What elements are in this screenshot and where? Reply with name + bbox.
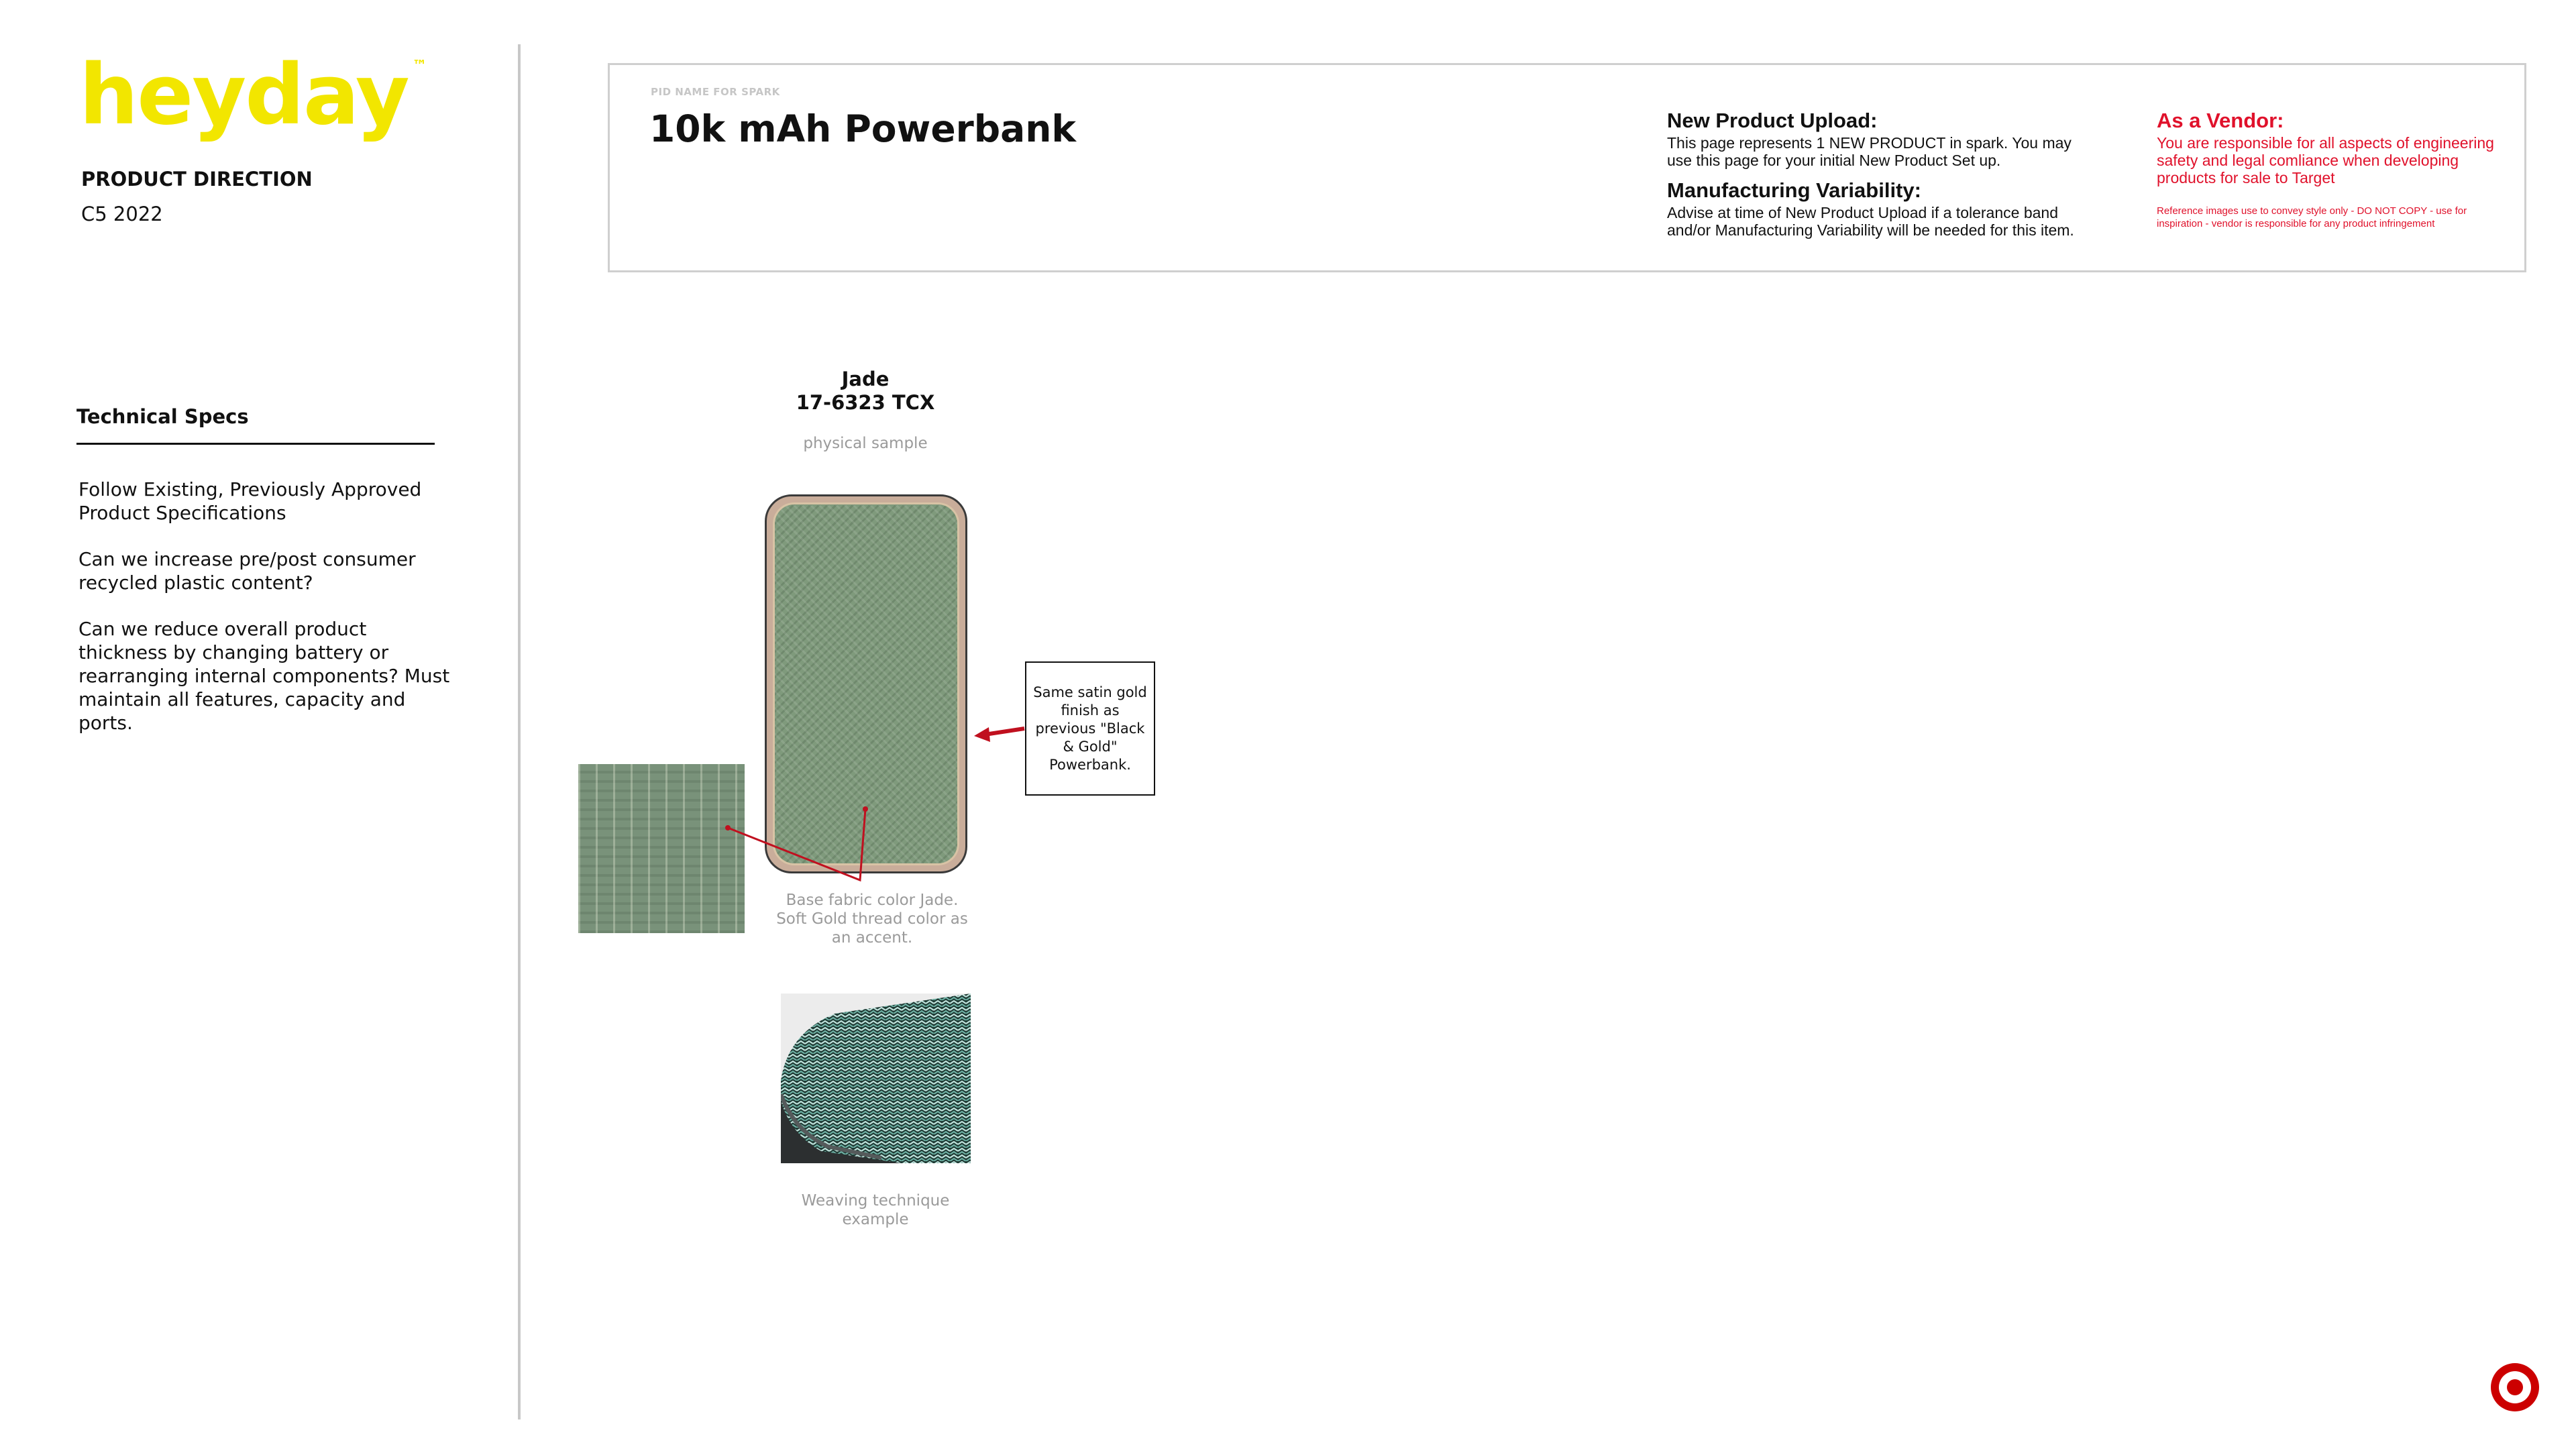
weaving-example-image bbox=[781, 994, 971, 1163]
vendor-text: You are responsible for all aspects of engineering safety and legal comliance when developing products for sale to Target bbox=[2157, 134, 2494, 186]
fabric-leader-line bbox=[728, 809, 865, 880]
weaving-note: Weaving technique example bbox=[801, 1192, 950, 1228]
fabric-note: Base fabric color Jade. Soft Gold thread color as an accent. bbox=[776, 892, 968, 947]
finish-callout-text: Same satin gold finish as previous "Black & Gold" Powerbank. bbox=[1033, 684, 1147, 773]
variability-heading: Manufacturing Variability: bbox=[1667, 178, 1921, 202]
upload-heading: New Product Upload: bbox=[1667, 109, 1878, 132]
finish-callout bbox=[1025, 661, 1155, 796]
trademark-symbol: ™ bbox=[412, 58, 426, 74]
finish-callout-arrowhead bbox=[974, 727, 990, 742]
season-label: C5 2022 bbox=[81, 203, 163, 225]
target-bullseye-icon bbox=[2490, 1362, 2540, 1412]
spec-item: Follow Existing, Previously Approved Product Specifications bbox=[78, 478, 422, 524]
product-title: 10k mAh Powerbank bbox=[649, 107, 1076, 150]
brand-name: heyday bbox=[79, 47, 409, 144]
sample-note: physical sample bbox=[803, 435, 928, 452]
spec-item: Can we reduce overall product thickness by changing battery or rearranging internal components? Must maintain all features, capacity and ports. bbox=[78, 618, 450, 734]
bank-pointer-dot bbox=[863, 806, 868, 812]
color-label: Jade bbox=[841, 368, 890, 390]
spec-item: Can we increase pre/post consumer recycled plastic content? bbox=[78, 548, 416, 594]
finish-callout-arrow bbox=[985, 729, 1024, 735]
vendor-heading: As a Vendor: bbox=[2157, 109, 2284, 132]
section-label: PRODUCT DIRECTION bbox=[81, 168, 313, 191]
pid-label: PID NAME FOR SPARK bbox=[651, 86, 780, 98]
upload-text: This page represents 1 NEW PRODUCT in spark. You may use this page for your initial New Product Set up. bbox=[1667, 134, 2072, 169]
variability-text: Advise at time of New Product Upload if a tolerance band and/or Manufacturing Variability will be needed for this item. bbox=[1667, 204, 2074, 239]
technical-specs-title: Technical Specs bbox=[76, 405, 249, 428]
weave-illustration bbox=[781, 994, 971, 1163]
swatch-pointer-dot bbox=[725, 825, 731, 830]
color-code: 17-6323 TCX bbox=[796, 391, 935, 414]
vendor-disclaimer: Reference images use to convey style only - DO NOT COPY - use for inspiration - vendor is responsible for any product infringement bbox=[2157, 205, 2467, 229]
